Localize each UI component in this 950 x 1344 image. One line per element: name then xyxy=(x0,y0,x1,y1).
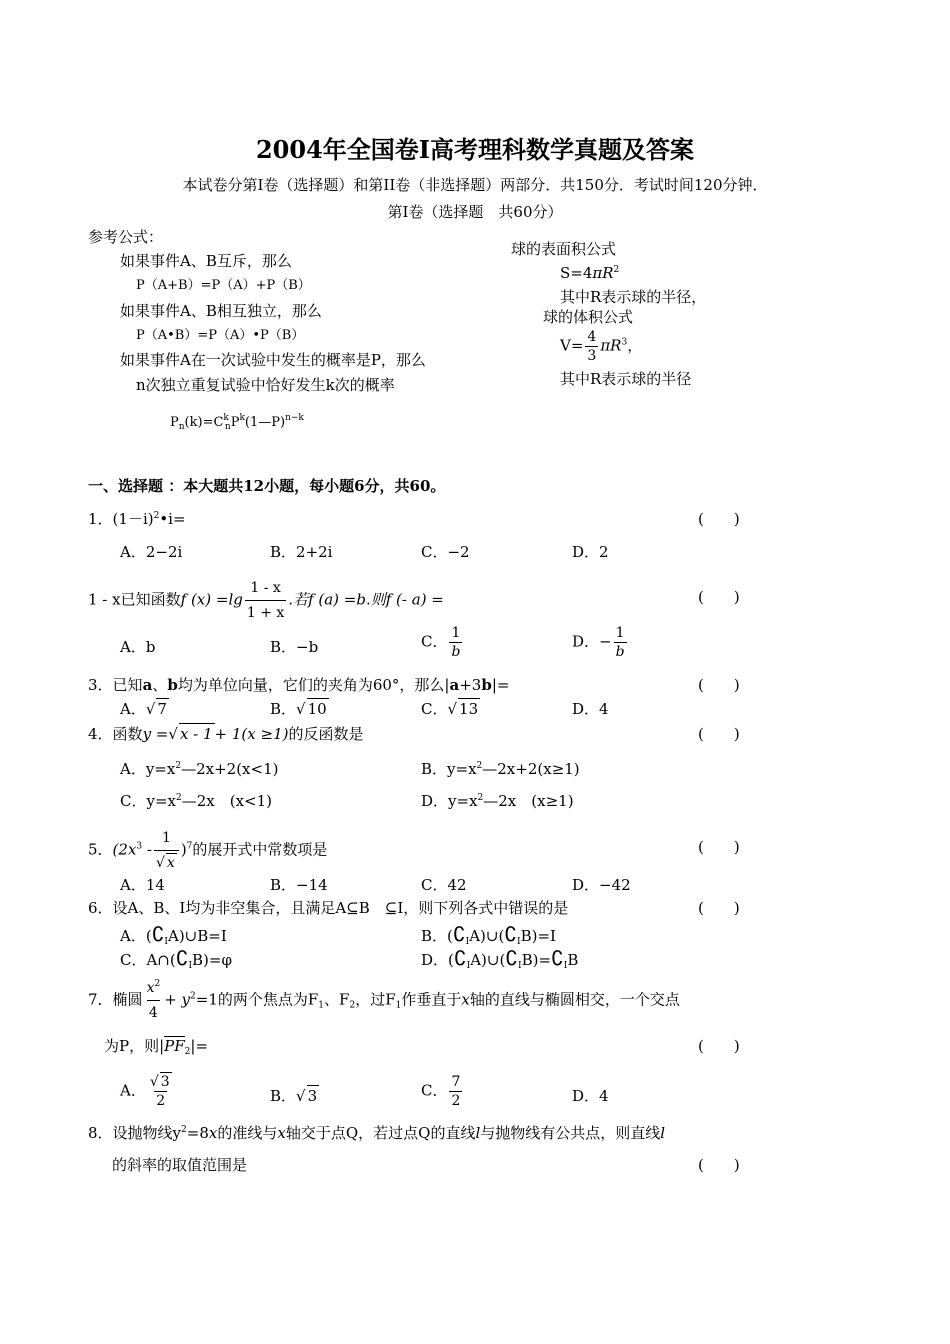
q5-option-a: A．14 xyxy=(120,876,165,894)
question-1-stem: 1．$(1-i)^2•i=$ xyxy=(88,510,186,528)
q5-option-d: D．−42 xyxy=(572,876,631,894)
complement-icon: ∁ xyxy=(551,946,564,970)
q1-option-d: D．2 xyxy=(572,543,609,561)
page-title: 2004年全国卷I高考理科数学真题及答案 xyxy=(255,135,695,164)
q2-option-d: D．− $\frac{1}{b}$ xyxy=(572,625,625,660)
complement-icon: ∁ xyxy=(504,922,518,946)
q3-option-b: B．√ 10 xyxy=(270,700,327,718)
q2-option-b: B．−b xyxy=(270,638,319,656)
answer-blank-6: ( ) xyxy=(698,899,740,917)
formula-line-6: n次独立重复试验中恰好发生k次的概率 xyxy=(136,376,395,394)
sphere-volume-formula: V= $\frac{4}{3}$ $\pi R^3$， xyxy=(560,329,643,364)
sphere-area-formula: $S=4\pi R^2$ xyxy=(560,264,620,282)
section-heading: 一、选择题 ：本大题共12小题，每小题6分，共60。 xyxy=(88,477,446,495)
q4-option-d: D．$y=x^2—2x$ (x≥1) xyxy=(421,792,574,810)
q7-option-a: A． $\frac{√ 3}{2}$ xyxy=(120,1074,170,1109)
q3-option-c: C．√ 13 xyxy=(421,700,479,718)
q4-option-a: A．$y=x^2—2x+2(x<1)$ xyxy=(120,760,279,778)
q6-option-c: C．$A\cap(∁_IB)=\varphi$ xyxy=(120,946,232,971)
q7-option-d: D．4 xyxy=(572,1087,609,1105)
part1-header: 第I卷（选择题 共60分） xyxy=(387,203,563,221)
question-5-stem: 5．($2x^3$ - $\frac{1}{√ x}$ )$^7$的展开式中常数项是 xyxy=(88,830,328,871)
question-3-stem: 3．已知a、b均为单位向量，它们的夹角为60°，那么|a+3b|= xyxy=(88,676,510,694)
sphere-area-label: 球的表面积公式 xyxy=(511,240,617,258)
answer-blank-5: ( ) xyxy=(698,838,740,856)
q7-option-c: C． $\frac{7}{2}$ xyxy=(421,1074,461,1109)
answer-blank-2: ( ) xyxy=(698,588,740,606)
complement-icon: ∁ xyxy=(175,946,189,970)
complement-icon: ∁ xyxy=(452,922,466,946)
q6-option-b: B．$(∁_IA)\cup(∁_IB)=I$ xyxy=(421,922,556,947)
question-7-line-2: 为P，则$|PF_2|=$ xyxy=(104,1037,209,1057)
q4-option-b: B．$y=x^2—2x+2(x\ge 1)$ xyxy=(421,760,580,778)
formula-line-2: P（A+B）=P（A）+P（B） xyxy=(136,278,311,293)
formula-line-1: 如果事件A、B互斥，那么 xyxy=(120,252,292,270)
q2-option-c: C． $\frac{1}{b}$ xyxy=(421,625,461,660)
question-7-stem: 7．椭圆 $\frac{x^2}{4}$ + $y^2=1$的两个焦点为$F_1$、$F_2$，过$F_1$作垂直于x轴的直线与椭圆相交，一个交点 xyxy=(88,979,680,1021)
exam-intro: 本试卷分第I卷（选择题）和第II卷（非选择题）两部分．共150分．考试时间120分钟． xyxy=(182,176,768,194)
binomial-formula: $P_n(k)=C^k_nP^k(1—P)^{n-k}$ xyxy=(170,413,304,432)
q1-option-b: B．2+2i xyxy=(270,543,333,561)
q6-option-a: A．$(∁_IA)\cup B=I$ xyxy=(120,922,227,947)
question-6-stem: 6．设A、B、I均为非空集合，且满足A⊆B ⊆I，则下列各式中错误的是 xyxy=(88,899,569,917)
answer-blank-8: ( ) xyxy=(698,1156,740,1174)
complement-icon: ∁ xyxy=(151,922,165,946)
formula-line-5: 如果事件A在一次试验中发生的概率是P，那么 xyxy=(120,351,426,369)
question-2-stem: 1 - x已知函数f (x) =lg $\frac{1 - x}{1 + x}$ .若f (a) =b.则f (- a) = xyxy=(88,580,444,621)
answer-blank-4: ( ) xyxy=(698,725,740,743)
q5-option-c: C．42 xyxy=(421,876,467,894)
question-4-stem: 4．函数y =√ x - 1 + 1(x ≥1)的反函数是 xyxy=(88,725,364,743)
sphere-volume-label: 球的体积公式 xyxy=(543,308,634,326)
question-8-line-2: 的斜率的取值范围是 xyxy=(112,1156,248,1174)
formula-line-4: P（A•B）=P（A）•P（B） xyxy=(136,328,305,343)
q2-option-a: A．b xyxy=(120,638,156,656)
q4-option-c: C．$y=x^2—2x$ (x<1) xyxy=(120,792,272,810)
q1-option-c: C．−2 xyxy=(421,543,470,561)
radius-note-2: 其中R表示球的半径 xyxy=(560,370,692,388)
answer-blank-7: ( ) xyxy=(698,1037,740,1055)
formula-heading: 参考公式： xyxy=(88,228,164,246)
q3-option-d: D．4 xyxy=(572,700,609,718)
answer-blank-1: ( ) xyxy=(698,510,740,528)
q7-option-b: B．√ 3 xyxy=(270,1087,318,1105)
q3-option-a: A．√ 7 xyxy=(120,700,167,718)
q6-option-d: D．$(∁_IA)\cup(∁_IB)=∁_IB$ xyxy=(421,946,579,971)
question-8-stem: 8．设抛物线$y^2=8x$的准线与x轴交于点Q，若过点Q的直线l与抛物线有公共点，则直线l xyxy=(88,1124,666,1142)
q1-option-a: A．2−2i xyxy=(120,543,183,561)
formula-line-3: 如果事件A、B相互独立，那么 xyxy=(120,302,322,320)
complement-icon: ∁ xyxy=(453,946,467,970)
radius-note-1: 其中R表示球的半径， xyxy=(560,288,707,306)
answer-blank-3: ( ) xyxy=(698,676,740,694)
complement-icon: ∁ xyxy=(505,946,519,970)
q5-option-b: B．−14 xyxy=(270,876,328,894)
